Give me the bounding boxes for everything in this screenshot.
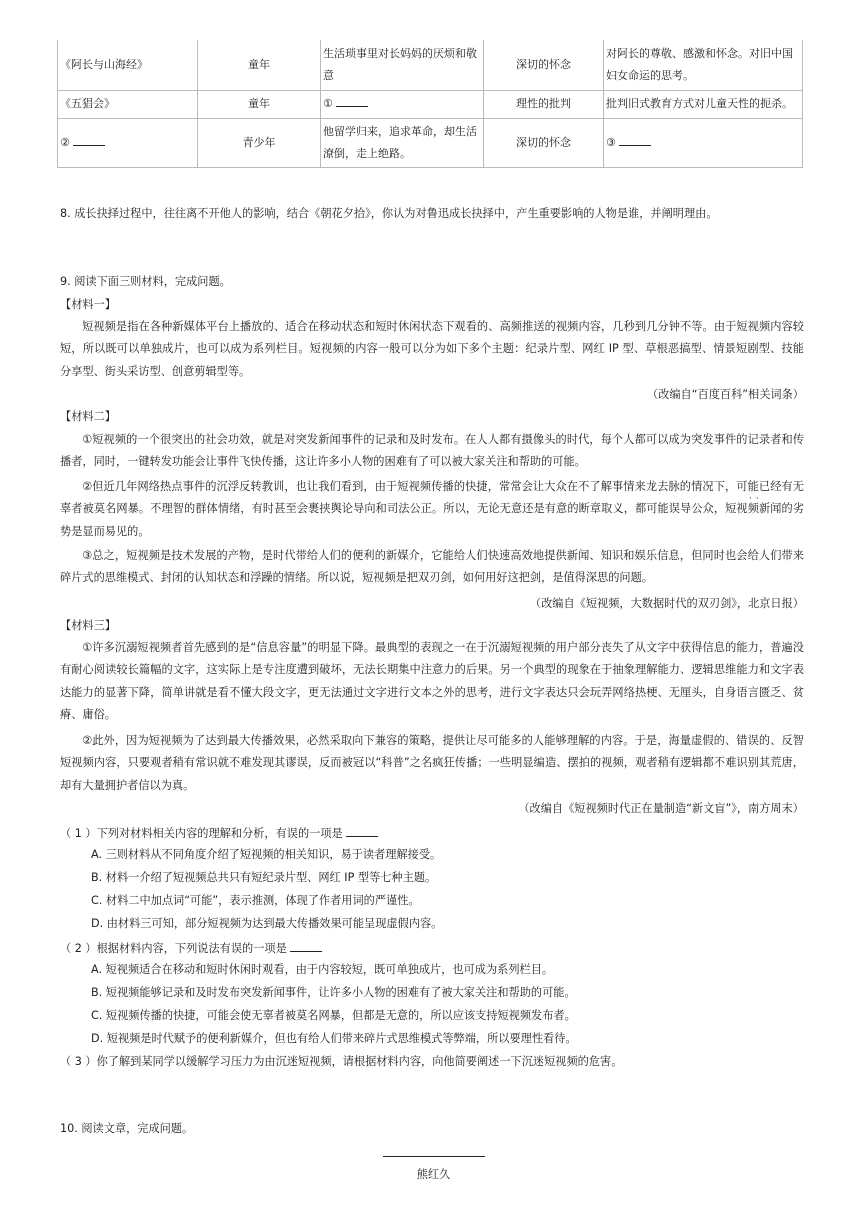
material-2-label: 【材料二】 — [60, 410, 116, 423]
option-b[interactable]: B. 短视频能够记录和及时发布突发新闻事件，让许多小人物的困难有了被大家关注和帮助的可能。 — [91, 986, 576, 999]
paragraph-text: ③总之，短视频是技术发展的产物，是时代带给人们的便利的新媒介，它能给人们快速高效地提供新闻、知识和娱乐信息，但同时也会给人们带来碎片式的思维模式、封闭的认知状态和浮躁的情绪。所以说，短视频是把双刃剑，如何用好这把剑，是值得深思的问题。 — [60, 549, 804, 585]
material-2-source: （改编自《短视频，大数据时代的双刃剑》，北京日报） — [529, 597, 804, 610]
table-cell: 他留学归来，追求革命，却生活潦倒，走上绝路。 — [321, 118, 484, 167]
table-cell — [321, 90, 484, 118]
material-3-paragraph-1 — [60, 637, 804, 727]
material-1-paragraph — [60, 316, 804, 383]
page-footer: 熊红久 — [416, 1168, 451, 1181]
table-cell: 《五猖会》 — [58, 90, 198, 118]
emphasis-dots: ·· — [749, 494, 763, 504]
table-cell — [58, 118, 198, 167]
table-cell: 《阿长与山海经》 — [58, 40, 198, 90]
material-1-label: 【材料一】 — [60, 298, 116, 311]
option-d[interactable]: D. 短视频是时代赋予的便利新媒介，但也有给人们带来碎片式思维模式等弊端，所以要理性看待。 — [91, 1032, 577, 1045]
table-cell: 理性的批判 — [484, 90, 604, 118]
paragraph-text: ①许多沉溺短视频者首先感到的是“信息容量”的明显下降。最典型的表现之一在于沉溺短视频的用户部分丧失了从文字中获得信息的能力，普遍没有耐心阅读较长篇幅的文字，这实际上是专注度遭到破坏，无法长期集中注意力的后果。另一个典型的现象在于抽象理解能力、逻辑思维能力和文字表达能力的显著下降，简单讲就是看不懂大段文字，更无法通过文字进行文本之外的思考，进行文字表达只会玩弄网络热梗、无厘头，自身语言匮乏、贫瘠、庸俗。 — [60, 641, 804, 722]
material-3-paragraph-2 — [60, 730, 804, 797]
table-cell: 深切的怀念 — [484, 118, 604, 167]
sub-question-2 — [60, 938, 322, 958]
paragraph-text: ①短视频的一个很突出的社会功效，就是对突发新闻事件的记录和及时发布。在人人都有摄像头的时代，每个人都可以成为突发事件的记录者和传播者，同时，一键转发功能会让事件飞快传播，这让许多小人物的困难有了可以被大家关注和帮助的可能。 — [60, 433, 804, 469]
table-cell: 对阿长的尊敬、感激和怀念。对旧中国妇女命运的思考。 — [604, 40, 803, 90]
option-a[interactable]: A. 三则材料从不同角度介绍了短视频的相关知识，易于读者理解接受。 — [91, 848, 442, 861]
option-c[interactable]: C. 短视频传播的快捷，可能会使无辜者被莫名网暴，但都是无意的，所以应该支持短视频发布者。 — [91, 1009, 576, 1022]
table-cell — [604, 118, 803, 167]
material-2-paragraph-3 — [60, 545, 804, 590]
table-cell: 生活琐事里对长妈妈的厌烦和敬意 — [321, 40, 484, 90]
answer-blank[interactable] — [290, 938, 322, 952]
blank-label: ③ — [606, 135, 616, 149]
table-cell: 童年 — [198, 40, 321, 90]
question-text: （ 2 ）根据材料内容，下列说法有误的一项是 — [60, 942, 287, 955]
material-3-source: （改编自《短视频时代正在量制造“新文盲”》，南方周末） — [518, 802, 804, 815]
paragraph-text: 短视频是指在各种新媒体平台上播放的、适合在移动状态和短时休闲状态下观看的、高频推送的视频内容，几秒到几分钟不等。由于短视频内容较短，所以既可以单独成片，也可以成为系列栏目。短视频的内容一般可以分为如下多个主题：纪录片型、网红 IP 型、草根恶搞型、情景短剧型、技能分享型、街头采访型、创意剪辑型等。 — [60, 320, 804, 378]
material-1-source: （改编自“百度百科”相关词条） — [646, 388, 804, 401]
sub-question-1 — [60, 823, 378, 843]
answer-blank[interactable] — [336, 93, 368, 107]
table-row — [58, 118, 803, 167]
table-row — [58, 40, 803, 90]
table-cell: 童年 — [198, 90, 321, 118]
question-8: 8. 成长抉择过程中，往往离不开他人的影响，结合《朝花夕拾》，你认为对鲁迅成长抉择中，产生重要影响的人物是谁，并阐明理由。 — [60, 207, 718, 220]
paragraph-text: ②此外，因为短视频为了达到最大传播效果，必然采取向下兼容的策略，提供让尽可能多的人能够理解的内容。于是，海量虚假的、错误的、反智短视频内容，只要观者稍有常识就不难发现其谬误，反而被冠以“科普”之名疯狂传播；一些明显编造、摆拍的视频，观者稍有逻辑都不难识别其荒唐，却有大量拥护者信以为真。 — [60, 734, 804, 792]
table-cell: 深切的怀念 — [484, 40, 604, 90]
sub-question-3: （ 3 ）你了解到某同学以缓解学习压力为由沉迷短视频，请根据材料内容，向他简要阐述一下沉迷短视频的危害。 — [60, 1055, 623, 1068]
option-c[interactable]: C. 材料二中加点词“可能”，表示推测，体现了作者用词的严谨性。 — [91, 894, 420, 907]
option-b[interactable]: B. 材料一介绍了短视频总共只有短纪录片型、网红 IP 型等七种主题。 — [91, 871, 437, 884]
answer-blank[interactable] — [346, 823, 378, 837]
blank-label: ② — [60, 135, 70, 149]
question-10: 10. 阅读文章，完成问题。 — [60, 1122, 194, 1135]
material-3-label: 【材料三】 — [60, 619, 116, 632]
blank-label: ① — [323, 97, 333, 110]
option-a[interactable]: A. 短视频适合在移动和短时休闲时观看，由于内容较短，既可单独成片，也可成为系列栏目。 — [91, 963, 554, 976]
answer-blank[interactable] — [619, 132, 651, 146]
table-row — [58, 90, 803, 118]
table-cell: 青少年 — [198, 118, 321, 167]
option-d[interactable]: D. 由材料三可知，部分短视频为达到最大传播效果可能呈现虚假内容。 — [91, 917, 443, 930]
paragraph-text: ②但近几年网络热点事件的沉浮反转教训，也让我们看到，由于短视频传播的快捷，常常会让大众在不了解事情来龙去脉的情况下，可能已经有无辜者被莫名网暴。不理智的群体情绪，有时甚至会裹挟舆论导向和司法公正。所以，无论无意还是有意的断章取义，都可能误导公众，短视频新闻的劣势是显而易见的。 — [60, 480, 804, 538]
material-2-paragraph-1 — [60, 429, 804, 474]
question-9-title: 9. 阅读下面三则材料，完成问题。 — [60, 275, 231, 288]
question-text: （ 1 ）下列对材料相关内容的理解和分析，有误的一项是 — [60, 827, 343, 840]
answer-blank[interactable] — [73, 132, 105, 146]
footer-divider — [383, 1156, 485, 1157]
table-cell: 批判旧式教育方式对儿童天性的扼杀。 — [604, 90, 803, 118]
works-table — [57, 40, 803, 168]
material-2-paragraph-2 — [60, 476, 804, 543]
